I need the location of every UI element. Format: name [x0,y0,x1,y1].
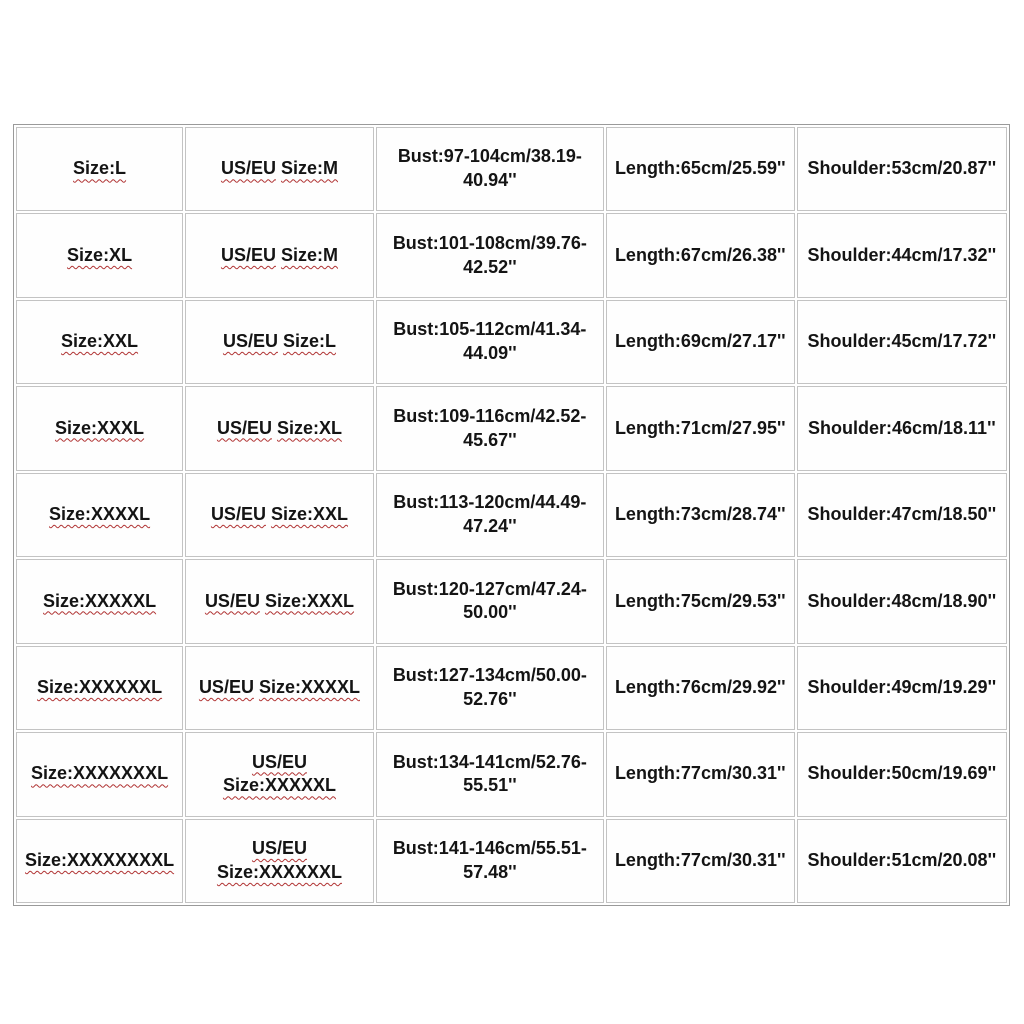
bust-cell: Bust:105-112cm/41.34-44.09'' [376,300,604,384]
length-cell: Length:67cm/26.38'' [606,213,795,297]
table-row [16,386,1007,470]
spellcheck-underlined-word: US/EU [210,504,266,525]
bust-cell: Bust:120-127cm/47.24-50.00'' [376,559,604,643]
spellcheck-underlined-word: US/EU [216,417,272,438]
spellcheck-underlined-word: Size:XXL [270,504,348,525]
shoulder-cell: Shoulder:51cm/20.08'' [797,819,1007,904]
table-row [16,559,1007,643]
length-cell: Length:77cm/30.31'' [606,732,795,816]
shoulder-cell: Shoulder:46cm/18.11'' [797,386,1007,470]
bust-cell: Bust:109-116cm/42.52-45.67'' [376,386,604,470]
table-row [16,213,1007,297]
us-eu-size-cell [185,732,374,816]
size-chart-table-body [16,127,1007,903]
spellcheck-underlined-word: US/EU [220,244,276,265]
size-cell [16,213,183,297]
table-row [16,127,1007,211]
table-row [16,819,1007,904]
table-row [16,646,1007,730]
size-cell [16,386,183,470]
us-eu-size-cell [185,386,374,470]
length-cell: Length:65cm/25.59'' [606,127,795,211]
bust-cell: Bust:141-146cm/55.51-57.48'' [376,819,604,904]
length-cell: Length:69cm/27.17'' [606,300,795,384]
shoulder-cell: Shoulder:50cm/19.69'' [797,732,1007,816]
bust-cell: Bust:127-134cm/50.00-52.76'' [376,646,604,730]
spellcheck-underlined-word: Size:XXXXXL [222,775,336,796]
bust-cell: Bust:101-108cm/39.76-42.52'' [376,213,604,297]
spellcheck-underlined-word: US/EU [198,676,254,697]
length-cell: Length:71cm/27.95'' [606,386,795,470]
bust-cell: Bust:134-141cm/52.76-55.51'' [376,732,604,816]
spellcheck-underlined-word: Size:XXXXXL [43,590,157,611]
shoulder-cell: Shoulder:49cm/19.29'' [797,646,1007,730]
table-row [16,473,1007,557]
spellcheck-underlined-word: Size:XL [276,417,342,438]
size-cell [16,646,183,730]
spellcheck-underlined-word: Size:XXXXXXXXL [25,849,175,870]
spellcheck-underlined-word: US/EU [222,331,278,352]
us-eu-size-cell [185,213,374,297]
length-cell: Length:73cm/28.74'' [606,473,795,557]
shoulder-cell: Shoulder:53cm/20.87'' [797,127,1007,211]
bust-cell: Bust:113-120cm/44.49-47.24'' [376,473,604,557]
us-eu-size-cell [185,473,374,557]
us-eu-size-cell [185,300,374,384]
bust-cell: Bust:97-104cm/38.19-40.94'' [376,127,604,211]
shoulder-cell: Shoulder:45cm/17.72'' [797,300,1007,384]
length-cell: Length:77cm/30.31'' [606,819,795,904]
length-cell: Length:75cm/29.53'' [606,559,795,643]
shoulder-cell: Shoulder:47cm/18.50'' [797,473,1007,557]
spellcheck-underlined-word: Size:XXXL [264,590,354,611]
spellcheck-underlined-word: US/EU [204,590,260,611]
spellcheck-underlined-word: Size:XXXXL [258,676,360,697]
size-cell [16,819,183,904]
size-cell [16,127,183,211]
us-eu-size-cell [185,819,374,904]
spellcheck-underlined-word: US/EU [251,838,307,858]
size-cell [16,300,183,384]
size-cell [16,559,183,643]
spellcheck-underlined-word: Size:L [73,158,127,179]
spellcheck-underlined-word: Size:XXXXXXXL [31,763,169,784]
size-chart-table [13,124,1010,906]
size-cell [16,473,183,557]
shoulder-cell: Shoulder:44cm/17.32'' [797,213,1007,297]
length-cell: Length:76cm/29.92'' [606,646,795,730]
spellcheck-underlined-word: Size:M [280,244,338,265]
table-row [16,300,1007,384]
spellcheck-underlined-word: Size:XL [67,244,133,265]
spellcheck-underlined-word: US/EU [220,158,276,179]
spellcheck-underlined-word: Size:XXXXXXL [216,861,342,882]
us-eu-size-cell [185,127,374,211]
spellcheck-underlined-word: Size:L [282,331,336,352]
size-cell [16,732,183,816]
table-row [16,732,1007,816]
us-eu-size-cell [185,646,374,730]
spellcheck-underlined-word: US/EU [251,751,307,772]
spellcheck-underlined-word: Size:XXL [61,331,139,352]
spellcheck-underlined-word: Size:XXXXL [49,504,151,525]
spellcheck-underlined-word: Size:XXXL [55,417,145,438]
shoulder-cell: Shoulder:48cm/18.90'' [797,559,1007,643]
spellcheck-underlined-word: Size:XXXXXXL [37,676,163,697]
spellcheck-underlined-word: Size:M [280,158,338,179]
us-eu-size-cell [185,559,374,643]
